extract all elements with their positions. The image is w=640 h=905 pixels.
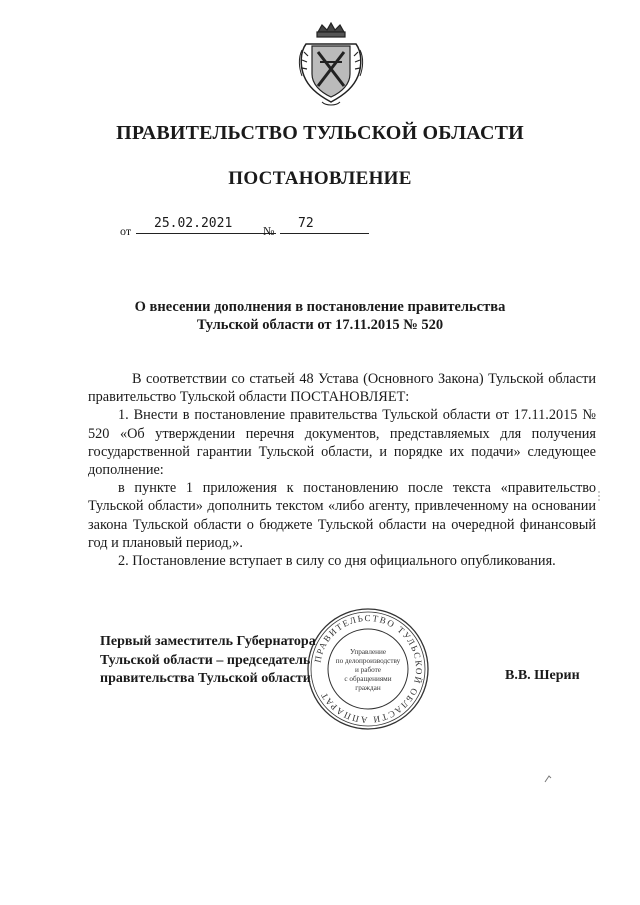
signer-name: В.В. Шерин [505,668,580,683]
stamp-line-5: граждан [355,684,381,692]
government-title: ПРАВИТЕЛЬСТВО ТУЛЬСКОЙ ОБЛАСТИ [116,122,524,144]
stamp-center-text [330,648,406,693]
body-intro: В соответствии со статьей 48 Устава (Основного Закона) Тульской области правительство Тульской области ПОСТАНОВЛЯЕТ: [88,371,596,406]
signer-position-line-2: Тульской области – председатель [100,652,311,668]
number-label: № [263,224,275,238]
coat-of-arms-emblem [296,22,366,108]
stamp-line-3: и работе [355,666,381,674]
document-subject [60,298,580,334]
body-item-1: 1. Внести в постановление правительства Тульской области от 17.11.2015 № 520 «Об утверждении перечня документов, представляемых для получения государственной гарантии Тульской области, и порядке их подачи» следующее дополнение: [88,407,596,479]
date-label: от [120,224,132,238]
document-body [88,370,596,570]
document-type: ПОСТАНОВЛЕНИЕ [228,168,412,189]
signer-position-line-1: Первый заместитель Губернатора [100,634,316,649]
number-field: 72 [280,216,369,234]
stamp-line-2: по делопроизводству [335,657,401,665]
margin-mark [596,490,602,504]
date-field: 25.02.2021 [136,216,276,234]
body-item-1-detail: в пункте 1 приложения к постановлению после текста «правительство Тульской области» дополнить текстом «либо агенту, привлеченному на основании закона Тульской области о бюджете Тульской области на очередной финансовый год и плановый период,». [88,480,596,551]
subject-line-1: О внесении дополнения в постановление правительства [134,299,506,315]
body-item-2: 2. Постановление вступает в силу со дня официального опубликования. [118,553,556,570]
signer-position-line-3: правительства Тульской области [100,671,311,686]
subject-line-2: Тульской области от 17.11.2015 № 520 [196,317,444,333]
stamp-ring-text: ПРАВИТЕЛЬСТВО ТУЛЬСКОЙ ОБЛАСТИ АППАРАТ [312,612,425,726]
stamp-line-1: Управление [349,648,387,656]
signer-position [100,633,316,689]
pen-mark [543,772,555,784]
stamp-line-4: с обращениями [344,675,392,683]
